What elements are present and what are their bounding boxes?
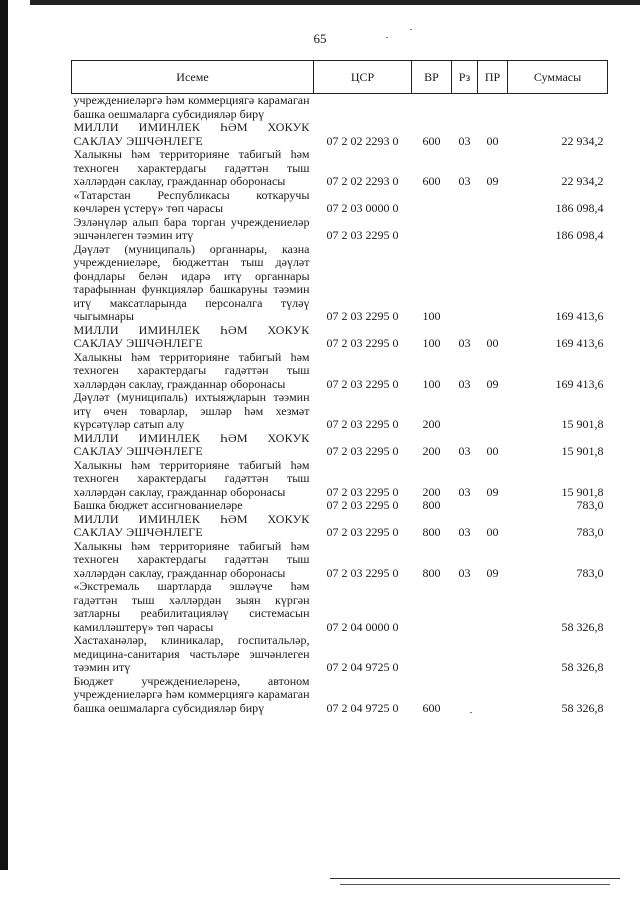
cell-name: МИЛЛИ ИМИНЛЕК ҺӘМ ХОКУК САКЛАУ ЭШЧӘНЛЕГЕ [73, 430, 310, 458]
table-row [72, 216, 608, 243]
table-row [72, 391, 608, 432]
table-row [72, 459, 608, 500]
table-row [72, 189, 608, 216]
cell-name: «Экстремаль шартларда эшләүче һәм гадәттән тыш хәлләрдән зыян күргән затларны реабилитацияләү системасын камилләштерү» төп чарасы [73, 579, 310, 634]
header-rz: Рз [452, 61, 478, 94]
cell-csr: 07 2 02 2293 0 [326, 174, 399, 188]
table-row [72, 324, 608, 351]
cell-vr [412, 94, 452, 122]
budget-table [71, 60, 608, 715]
table-row [72, 94, 608, 122]
header-vr: ВР [412, 61, 452, 94]
cell-pr: 00 [486, 525, 499, 539]
cell-pr [478, 499, 508, 513]
cell-name: МИЛЛИ ИМИНЛЕК ҺӘМ ХОКУК САКЛАУ ЭШЧӘНЛЕГЕ [73, 120, 310, 148]
cell-sum: 22 934,2 [561, 174, 604, 188]
cell-rz: 03 [458, 484, 471, 499]
cell-csr: 07 2 03 2295 0 [326, 376, 399, 391]
bottom-rule [330, 878, 620, 879]
cell-pr: 09 [486, 174, 499, 188]
cell-sum: 186 098,4 [555, 201, 604, 215]
cell-name: учреждениеләргә һәм коммерциягә карамаган башка оешмаларга субсидияләр бирү [73, 93, 310, 121]
cell-name: «Татарстан Республикасы коткаручы көчләрен үстерү» төп чарасы [73, 187, 310, 215]
cell-sum: 15 901,8 [561, 444, 604, 458]
page-number: 65 [313, 31, 327, 46]
table-row [72, 513, 608, 540]
cell-csr: 07 2 03 2295 0 [326, 484, 399, 499]
cell-rz [452, 580, 478, 634]
cell-pr: 09 [486, 484, 499, 499]
header-name: Исеме [72, 61, 314, 94]
bottom-rule-2 [340, 884, 610, 885]
table-row [72, 121, 608, 148]
cell-pr: 00 [486, 133, 499, 148]
cell-sum: 58 326,8 [561, 660, 604, 674]
cell-vr: 200 [422, 444, 441, 458]
table-row [72, 634, 608, 675]
cell-csr: 07 2 03 2295 0 [326, 565, 399, 580]
table-row [72, 675, 608, 716]
table-row [72, 540, 608, 581]
cell-name: МИЛЛИ ИМИНЛЕК ҺӘМ ХОКУК САКЛАУ ЭШЧӘНЛЕГЕ [73, 511, 310, 539]
cell-name: Халыкны һәм территорияне табигый һәм техноген характердагы гадәттән тыш хәлләрдән саклау, гражданнар оборонасы [73, 349, 310, 391]
cell-pr: 00 [486, 336, 499, 350]
cell-pr: 09 [486, 565, 499, 580]
cell-csr: 07 2 04 9725 0 [326, 660, 399, 674]
cell-pr [478, 391, 508, 432]
cell-pr: 09 [486, 376, 499, 391]
table-row [72, 580, 608, 634]
table-header [72, 61, 608, 94]
cell-sum: 15 901,8 [561, 484, 604, 499]
cell-sum: 169 413,6 [555, 309, 604, 323]
cell-csr: 07 2 03 2295 0 [326, 444, 399, 458]
cell-vr: 100 [422, 376, 441, 391]
cell-csr: 07 2 04 0000 0 [326, 619, 399, 634]
cell-sum: 186 098,4 [555, 228, 604, 242]
scan-top-edge [30, 0, 640, 5]
table-row [72, 351, 608, 392]
cell-sum: 169 413,6 [555, 336, 604, 350]
cell-name: Хастаханәләр, клиникалар, госпитальләр, медицина-санитария частьләре эшчәнлеген тәэмин итү [73, 633, 310, 674]
cell-pr [478, 580, 508, 634]
cell-pr [478, 675, 508, 716]
cell-csr: 07 2 04 9725 0 [326, 700, 399, 715]
cell-name: Дәүләт (муниципаль) ихтыяҗларын тәэмин итү өчен товарлар, эшләр һәм хезмәт күрсәтүләр сатып алу [73, 390, 310, 431]
scan-left-edge [0, 0, 8, 870]
table-row [72, 243, 608, 324]
cell-sum: 58 326,8 [561, 619, 604, 634]
cell-name: Дәүләт (муниципаль) органнары, казна учреждениеләре, бюджеттан тыш дәүләт фондлары белән идарә итү органнары тарафыннан функцияләр башкаруны тәэмин итү максатларында персоналга түләү чыгымнары [73, 241, 310, 323]
cell-name: Халыкны һәм территорияне табигый һәм техноген характердагы гадәттән тыш хәлләрдән саклау, гражданнар оборонасы [73, 538, 310, 580]
cell-vr: 100 [422, 336, 441, 350]
cell-vr: 800 [422, 498, 441, 512]
cell-csr: 07 2 03 2295 0 [326, 309, 399, 323]
header-pr: ПР [478, 61, 508, 94]
cell-vr [412, 189, 452, 216]
cell-rz [452, 391, 478, 432]
cell-pr [478, 189, 508, 216]
cell-sum: 169 413,6 [555, 376, 604, 391]
cell-rz [452, 634, 478, 675]
cell-rz: 03 [458, 565, 471, 580]
cell-rz [452, 189, 478, 216]
cell-rz [452, 94, 478, 122]
cell-sum: 15 901,8 [561, 417, 604, 431]
cell-rz: 03 [458, 444, 471, 458]
cell-vr [412, 580, 452, 634]
cell-csr: 07 2 03 2295 0 [326, 417, 399, 431]
cell-vr: 600 [422, 700, 441, 715]
cell-name: Халыкны һәм территорияне табигый һәм техноген характердагы гадәттән тыш хәлләрдән саклау, гражданнар оборонасы [73, 457, 310, 499]
table-body [72, 94, 608, 716]
cell-csr: 07 2 03 0000 0 [326, 201, 399, 215]
cell-vr: 200 [422, 417, 441, 431]
cell-rz: 03 [458, 133, 471, 148]
cell-sum [508, 94, 608, 122]
cell-rz: 03 [458, 376, 471, 391]
cell-name: МИЛЛИ ИМИНЛЕК ҺӘМ ХОКУК САКЛАУ ЭШЧӘНЛЕГЕ [73, 322, 310, 350]
cell-csr: 07 2 02 2293 0 [326, 133, 399, 148]
cell-rz [452, 675, 478, 716]
cell-sum: 58 326,8 [561, 700, 604, 715]
cell-vr [412, 634, 452, 675]
cell-csr: 07 2 03 2295 0 [326, 498, 399, 512]
cell-csr [314, 94, 412, 122]
table-row [72, 148, 608, 189]
cell-name: Башка бюджет ассигнованиеләре [73, 498, 243, 512]
cell-sum: 783,0 [576, 565, 604, 580]
cell-rz: 03 [458, 174, 471, 188]
table-row [72, 432, 608, 459]
scan-speck [410, 29, 412, 30]
header-sum: Суммасы [508, 61, 608, 94]
cell-csr: 07 2 03 2295 0 [326, 525, 399, 539]
cell-rz [452, 499, 478, 513]
cell-pr [478, 634, 508, 675]
scan-speck [470, 712, 472, 713]
cell-pr: 00 [486, 444, 499, 458]
cell-rz [452, 216, 478, 243]
cell-csr: 07 2 03 2295 0 [326, 336, 399, 350]
cell-vr: 200 [422, 484, 441, 499]
cell-rz: 03 [458, 525, 471, 539]
cell-vr: 800 [422, 565, 441, 580]
cell-sum: 22 934,2 [561, 133, 604, 148]
cell-pr [478, 243, 508, 324]
scan-speck [386, 37, 388, 38]
header-csr: ЦСР [314, 61, 412, 94]
cell-vr: 600 [422, 174, 441, 188]
cell-vr [412, 216, 452, 243]
cell-pr [478, 216, 508, 243]
table-row [72, 499, 608, 513]
cell-name: Бюджет учреждениеләренә, автоном учреждениеләргә һәм коммерциягә карамаган башка оешмаларга субсидияләр бирү [73, 673, 310, 715]
cell-rz: 03 [458, 336, 471, 350]
cell-sum: 783,0 [576, 498, 604, 512]
cell-pr [478, 94, 508, 122]
cell-rz [452, 243, 478, 324]
cell-vr: 100 [422, 309, 441, 323]
cell-name: Халыкны һәм территорияне табигый һәм техноген характердагы гадәттән тыш хәлләрдән саклау, гражданнар оборонасы [73, 147, 310, 188]
cell-csr: 07 2 03 2295 0 [326, 228, 399, 242]
cell-vr: 800 [422, 525, 441, 539]
cell-name: Эзләнүләр алып бара торган учреждениеләр эшчәнлеген тәэмин итү [73, 214, 310, 242]
cell-sum: 783,0 [576, 525, 604, 539]
cell-vr: 600 [422, 133, 441, 148]
